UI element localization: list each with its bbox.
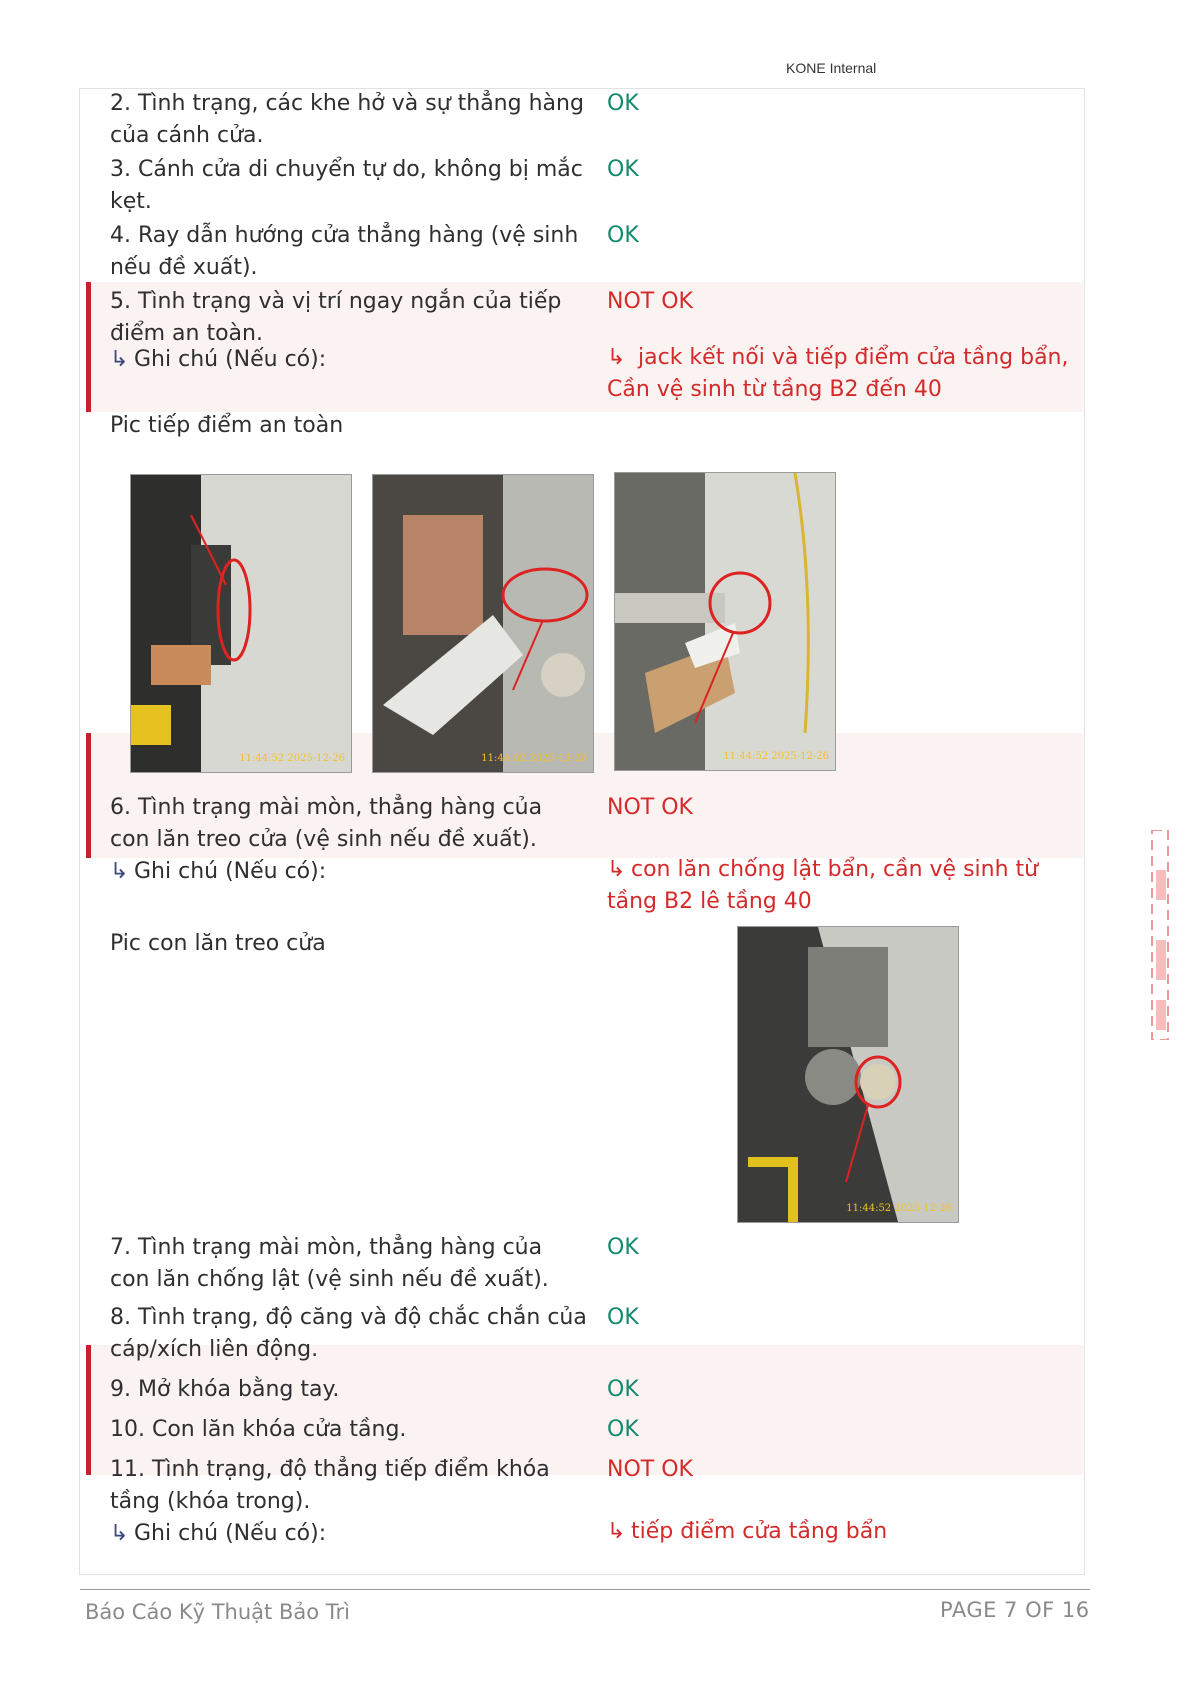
note-value: ↳ jack kết nối và tiếp điểm cửa tầng bẩn, Cần vệ sinh từ tầng B2 đến 40 — [607, 342, 1077, 406]
note-value: ↳ con lăn chống lật bẩn, cần vệ sinh từ tầng B2 lê tầng 40 — [607, 854, 1077, 918]
return-arrow-icon: ↳ — [607, 1519, 626, 1544]
status-ok: OK — [607, 1377, 639, 1402]
checklist-item-11 — [110, 1454, 1050, 1579]
item-text: 2. Tình trạng, các khe hở và sự thẳng hàng của cánh cửa. — [110, 91, 584, 148]
return-arrow-icon: ↳ — [110, 1521, 129, 1546]
status-ok: OK — [607, 1417, 639, 1442]
status-not-ok: NOT OK — [607, 795, 693, 820]
item-text: 5. Tình trạng và vị trí ngay ngắn của tiếp điểm an toàn. — [110, 289, 562, 346]
checklist-item-5 — [110, 286, 1069, 416]
flag-bar-6 — [86, 733, 91, 858]
page-number: PAGE 7 OF 16 — [940, 1598, 1090, 1622]
photo-timestamp: 11:44:52 2025-12-26 — [723, 751, 829, 762]
item-text: 9. Mở khóa bằng tay. — [110, 1377, 340, 1402]
flag-bar-11 — [86, 1345, 91, 1475]
photo-timestamp: 11:44:52 2025-12-26 — [239, 753, 345, 764]
status-ok: OK — [607, 223, 639, 248]
footer-divider — [80, 1589, 1090, 1590]
checklist-item-6 — [110, 792, 1050, 917]
note-value: ↳ tiếp điểm cửa tầng bẩn — [607, 1516, 1077, 1548]
note-label: ↳ Ghi chú (Nếu có): — [110, 344, 326, 376]
item-text: 3. Cánh cửa di chuyển tự do, không bị mắc kẹt. — [110, 157, 583, 214]
photo-safety-contact-3 — [614, 472, 836, 771]
return-arrow-icon: ↳ — [110, 859, 129, 884]
item-text: 10. Con lăn khóa cửa tầng. — [110, 1417, 407, 1442]
status-ok: OK — [607, 1305, 639, 1330]
note-label: ↳ Ghi chú (Nếu có): — [110, 856, 326, 888]
photo-safety-contact-1 — [130, 474, 352, 773]
item-text: 11. Tình trạng, độ thẳng tiếp điểm khóa tầng (khóa trong). — [110, 1457, 550, 1514]
photo-timestamp: 11:44:52 2025-12-26 — [481, 753, 587, 764]
status-ok: OK — [607, 157, 639, 182]
photo-safety-contact-2 — [372, 474, 594, 773]
item-text: 6. Tình trạng mài mòn, thẳng hàng của con lăn treo cửa (vệ sinh nếu đề xuất). — [110, 795, 543, 852]
status-not-ok: NOT OK — [607, 1457, 693, 1482]
status-ok: OK — [607, 91, 639, 116]
item-text: 7. Tình trạng mài mòn, thẳng hàng của con lăn chống lật (vệ sinh nếu đề xuất). — [110, 1235, 549, 1292]
status-not-ok: NOT OK — [607, 289, 693, 314]
status-ok: OK — [607, 1235, 639, 1260]
photo-timestamp: 11:44:52 2025-12-26 — [846, 1203, 952, 1214]
return-arrow-icon: ↳ — [607, 857, 626, 882]
item-text: 4. Ray dẫn hướng cửa thẳng hàng (vệ sinh nếu đề xuất). — [110, 223, 579, 280]
pic-label-roller: Pic con lăn treo cửa — [110, 931, 326, 956]
note-label: ↳ Ghi chú (Nếu có): — [110, 1518, 326, 1550]
item-text: 8. Tình trạng, độ căng và độ chắc chắn của cáp/xích liên động. — [110, 1305, 587, 1362]
classification-label: KONE Internal — [786, 60, 877, 76]
return-arrow-icon: ↳ — [110, 347, 129, 372]
footer-title: Báo Cáo Kỹ Thuật Bảo Trì — [85, 1600, 350, 1624]
return-arrow-icon: ↳ — [607, 345, 626, 370]
flag-bar-5 — [86, 282, 91, 412]
photo-hanger-roller — [737, 926, 959, 1223]
stamp-mark-icon — [1148, 830, 1174, 1040]
pic-label-safety-contact: Pic tiếp điểm an toàn — [110, 413, 344, 438]
